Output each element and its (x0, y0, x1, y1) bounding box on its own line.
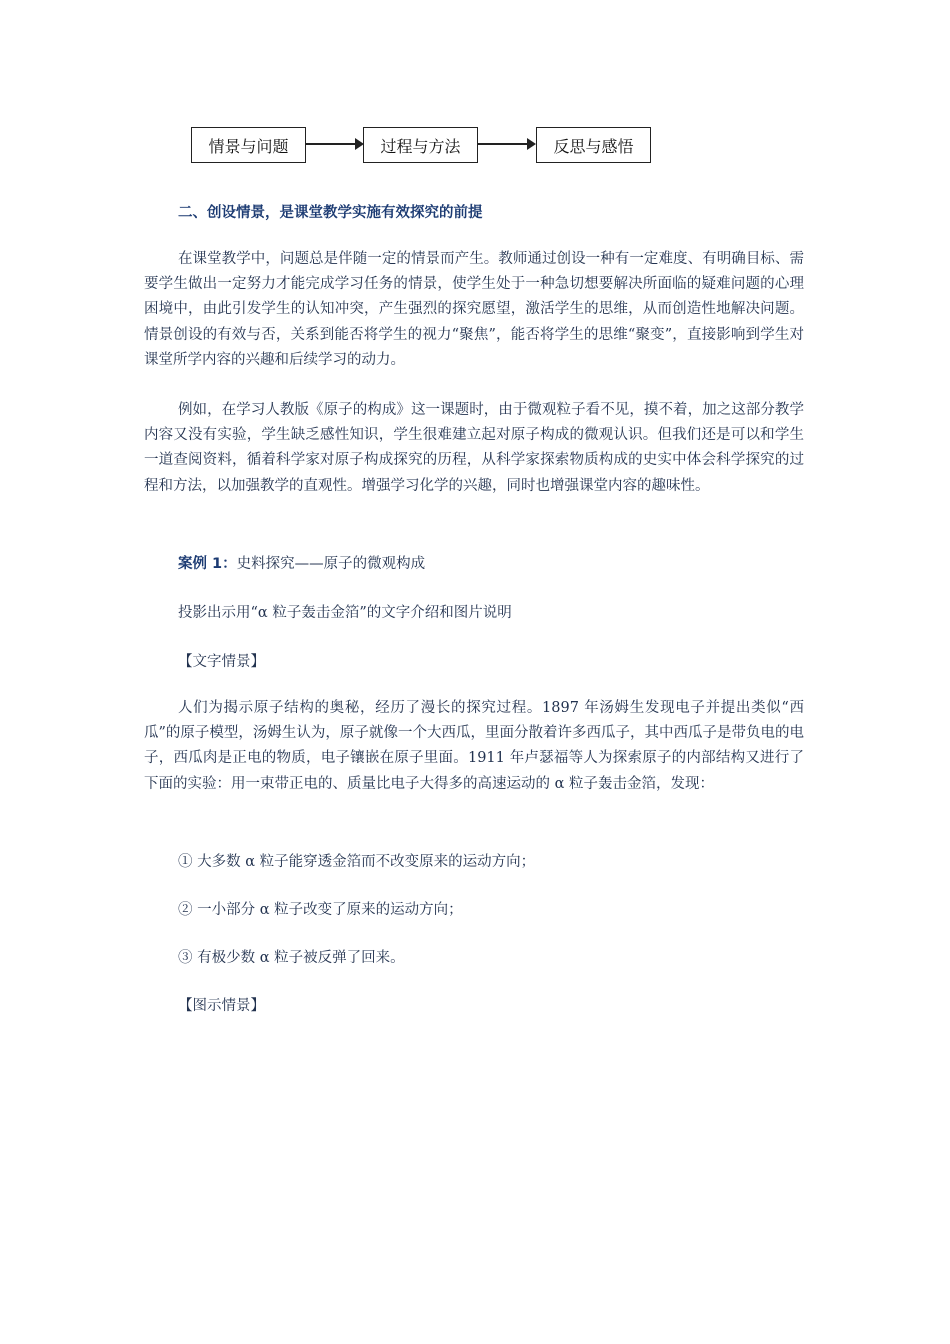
projection-intro: 投影出示用“α 粒子轰击金箔”的文字介绍和图片说明 (178, 605, 512, 621)
paragraph-example: 例如，在学习人教版《原子的构成》这一课题时，由于微观粒子看不见，摸不着，加之这部分教学内容又没有实验，学生缺乏感性知识，学生很难建立起对原子构成的微观认识。但我们还是可以和学生一道查阅资料，循着科学家对原子构成探究的历程，从科学家探索物质构成的史实中体会科学探究的过程和方法，以加强教学的直观性。增强学习化学的兴趣，同时也增强课堂内容的趣味性。 (144, 402, 804, 494)
paragraph-atomic-history: 人们为揭示原子结构的奥秘，经历了漫长的探究过程。1897 年汤姆生发现电子并提出类似“西瓜”的原子模型，汤姆生认为，原子就像一个大西瓜，里面分散着许多西瓜子，其中西瓜子是带负电的电子，西瓜肉是正电的物质，电子镶嵌在原子里面。1911 年卢瑟福等人为探索原子的内部结构又进行了下面的实验：用一束带正电的、质量比电子大得多的高速运动的 α 粒子轰击金箔，发现： (144, 700, 804, 792)
text-scenario-tag: 【文字情景】 (178, 654, 265, 670)
finding-1: ① 大多数 α 粒子能穿透金箔而不改变原来的运动方向； (178, 854, 536, 870)
case-title: 史料探究——原子的微观构成 (236, 556, 426, 572)
image-scenario-tag: 【图示情景】 (178, 998, 265, 1014)
case-label: 案例 1： (178, 556, 237, 572)
flow-step-reflection: 反思与感悟 (536, 127, 651, 163)
finding-2: ② 一小部分 α 粒子改变了原来的运动方向； (178, 902, 463, 918)
finding-3: ③ 有极少数 α 粒子被反弹了回来。 (178, 950, 405, 966)
flow-step-process-method: 过程与方法 (363, 127, 478, 163)
flow-step-scenario-problem: 情景与问题 (191, 127, 306, 163)
paragraph-scenario-creation: 在课堂教学中，问题总是伴随一定的情景而产生。教师通过创设一种有一定难度、有明确目标、需要学生做出一定努力才能完成学习任务的情景，使学生处于一种急切想要解决所面临的疑难问题的心理困境中，由此引发学生的认知冲突，产生强烈的探究愿望，激活学生的思维，从而创造性地解决问题。情景创设的有效与否，关系到能否将学生的视力“聚焦”，能否将学生的思维“聚变”，直接影响到学生对课堂所学内容的兴趣和后续学习的动力。 (144, 251, 804, 368)
flow-arrow-1 (306, 143, 362, 145)
flow-arrow-2 (478, 143, 534, 145)
section-heading: 二、创设情景，是课堂教学实施有效探究的前提 (178, 205, 483, 221)
case-title-line (178, 552, 425, 573)
